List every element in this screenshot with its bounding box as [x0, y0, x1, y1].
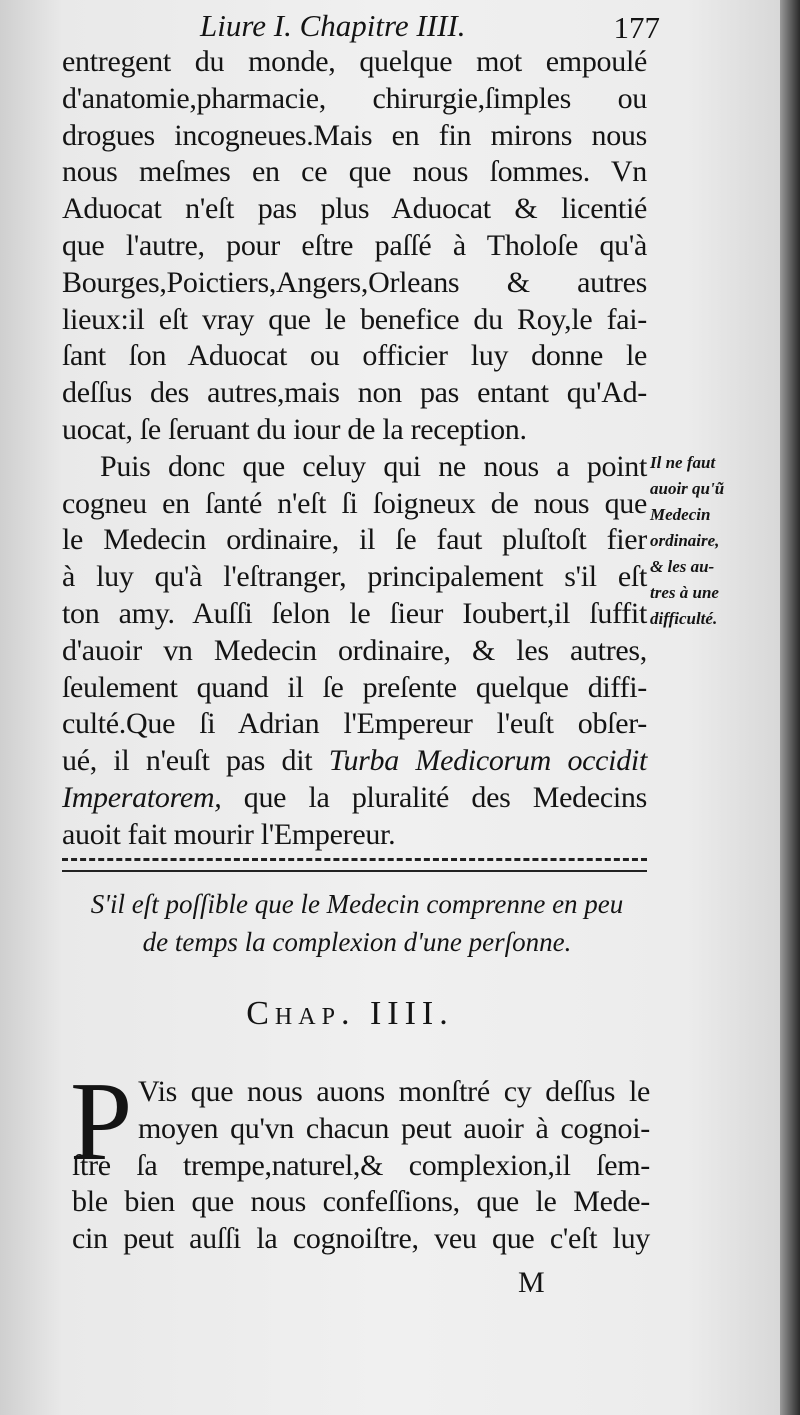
section-title-line: de temps la complexion d'une perſonne. [142, 927, 572, 957]
section-title [62, 885, 652, 961]
text-line: Vis que nous auons monſtré cy deſſus le [138, 1075, 650, 1108]
text-line: drogues incogneues.Mais en fin mirons nous [62, 118, 647, 152]
body-text [62, 44, 647, 854]
latin-quote-end: Imperatorem, [62, 780, 222, 814]
text-line: d'auoir vn Medecin ordinaire, & les autres, [62, 633, 647, 667]
page-edge-shadow [780, 0, 800, 1415]
text-line: ſeulement quand il ſe preſente quelque diffi- [62, 670, 647, 704]
margin-note-line: & les au- [650, 557, 715, 576]
chapter-body [70, 1060, 650, 1258]
text-line: uocat, ſe ſeruant du iour de la reception. [62, 412, 527, 446]
margin-note-line: auoir qu'ũ [650, 479, 725, 498]
page-number: 177 [613, 10, 660, 45]
text-fragment: que la pluralité des Medecins [243, 780, 647, 814]
divider-rule [62, 870, 647, 875]
text-line: entregent du monde, quelque mot empoulé [62, 45, 647, 78]
text-line: nous meſmes en ce que nous ſommes. Vn [62, 155, 647, 189]
text-line: ſtre ſa trempe,naturel,& complexion,il ſem- [72, 1148, 650, 1182]
text-fragment: ué, il n'euſt pas dit [62, 744, 313, 778]
text-line: culté.Que ſi Adrian l'Empereur l'euſt obſer- [62, 707, 647, 741]
drop-cap: P [70, 1060, 133, 1184]
margin-note [650, 450, 775, 632]
ornamental-rule [62, 858, 647, 864]
text-line: le Medecin ordinaire, il ſe faut pluſtoſt fier [62, 523, 647, 557]
text-line: auoit fait mourir l'Empereur. [62, 817, 396, 851]
text-line: à luy qu'à l'eſtranger, principalement s'il eſt [62, 560, 647, 594]
text-line: cogneu en ſanté n'eſt ſi ſoigneux de nous que [62, 486, 647, 520]
text-line: d'anatomie,pharmacie, chirurgie,ſimples ou [62, 81, 647, 115]
margin-note-line: tres à une [650, 583, 719, 602]
text-line: lieux:il eſt vray que le benefice du Roy,le fai- [62, 302, 647, 336]
margin-note-line: difficulté. [650, 609, 718, 628]
text-line-with-quote [62, 743, 647, 780]
text-line: deſſus des autres,mais non pas entant qu'Ad- [62, 376, 647, 410]
text-line: Bourges,Poictiers,Angers,Orleans & autres [62, 265, 647, 299]
text-line: cin peut auſſi la cognoiſtre, veu que c'eſt luy [72, 1222, 650, 1256]
margin-note-line: Medecin [650, 505, 711, 524]
margin-note-line: ordinaire, [650, 531, 720, 550]
text-line: que l'autre, pour eſtre paſſé à Tholoſe qu'à [62, 228, 647, 262]
text-line: ſant ſon Aduocat ou officier luy donne le [62, 339, 647, 373]
text-line: moyen qu'vn chacun peut auoir à cognoi- [138, 1111, 650, 1145]
chapter-heading: Chap. IIII. [246, 995, 454, 1032]
section-title-line: S'il eſt poſſible que le Medecin comprenne en peu [90, 889, 624, 919]
margin-note-line: Il ne faut [650, 453, 716, 472]
catchword: M [518, 1266, 545, 1299]
latin-quote: Turba Medicorum occidit [328, 744, 647, 778]
text-line: Aduocat n'eſt pas plus Aduocat & licentié [62, 192, 647, 226]
text-line: ton amy. Auſſi ſelon le ſieur Ioubert,il ſuffit [62, 596, 647, 630]
running-head: Liure I. Chapitre IIII. [200, 8, 466, 43]
text-line: ble bien que nous confeſſions, que le Mede- [72, 1185, 650, 1219]
page-header [60, 8, 660, 48]
text-line-with-quote [62, 780, 647, 817]
text-line: Puis donc que celuy qui ne nous a point [100, 449, 647, 483]
